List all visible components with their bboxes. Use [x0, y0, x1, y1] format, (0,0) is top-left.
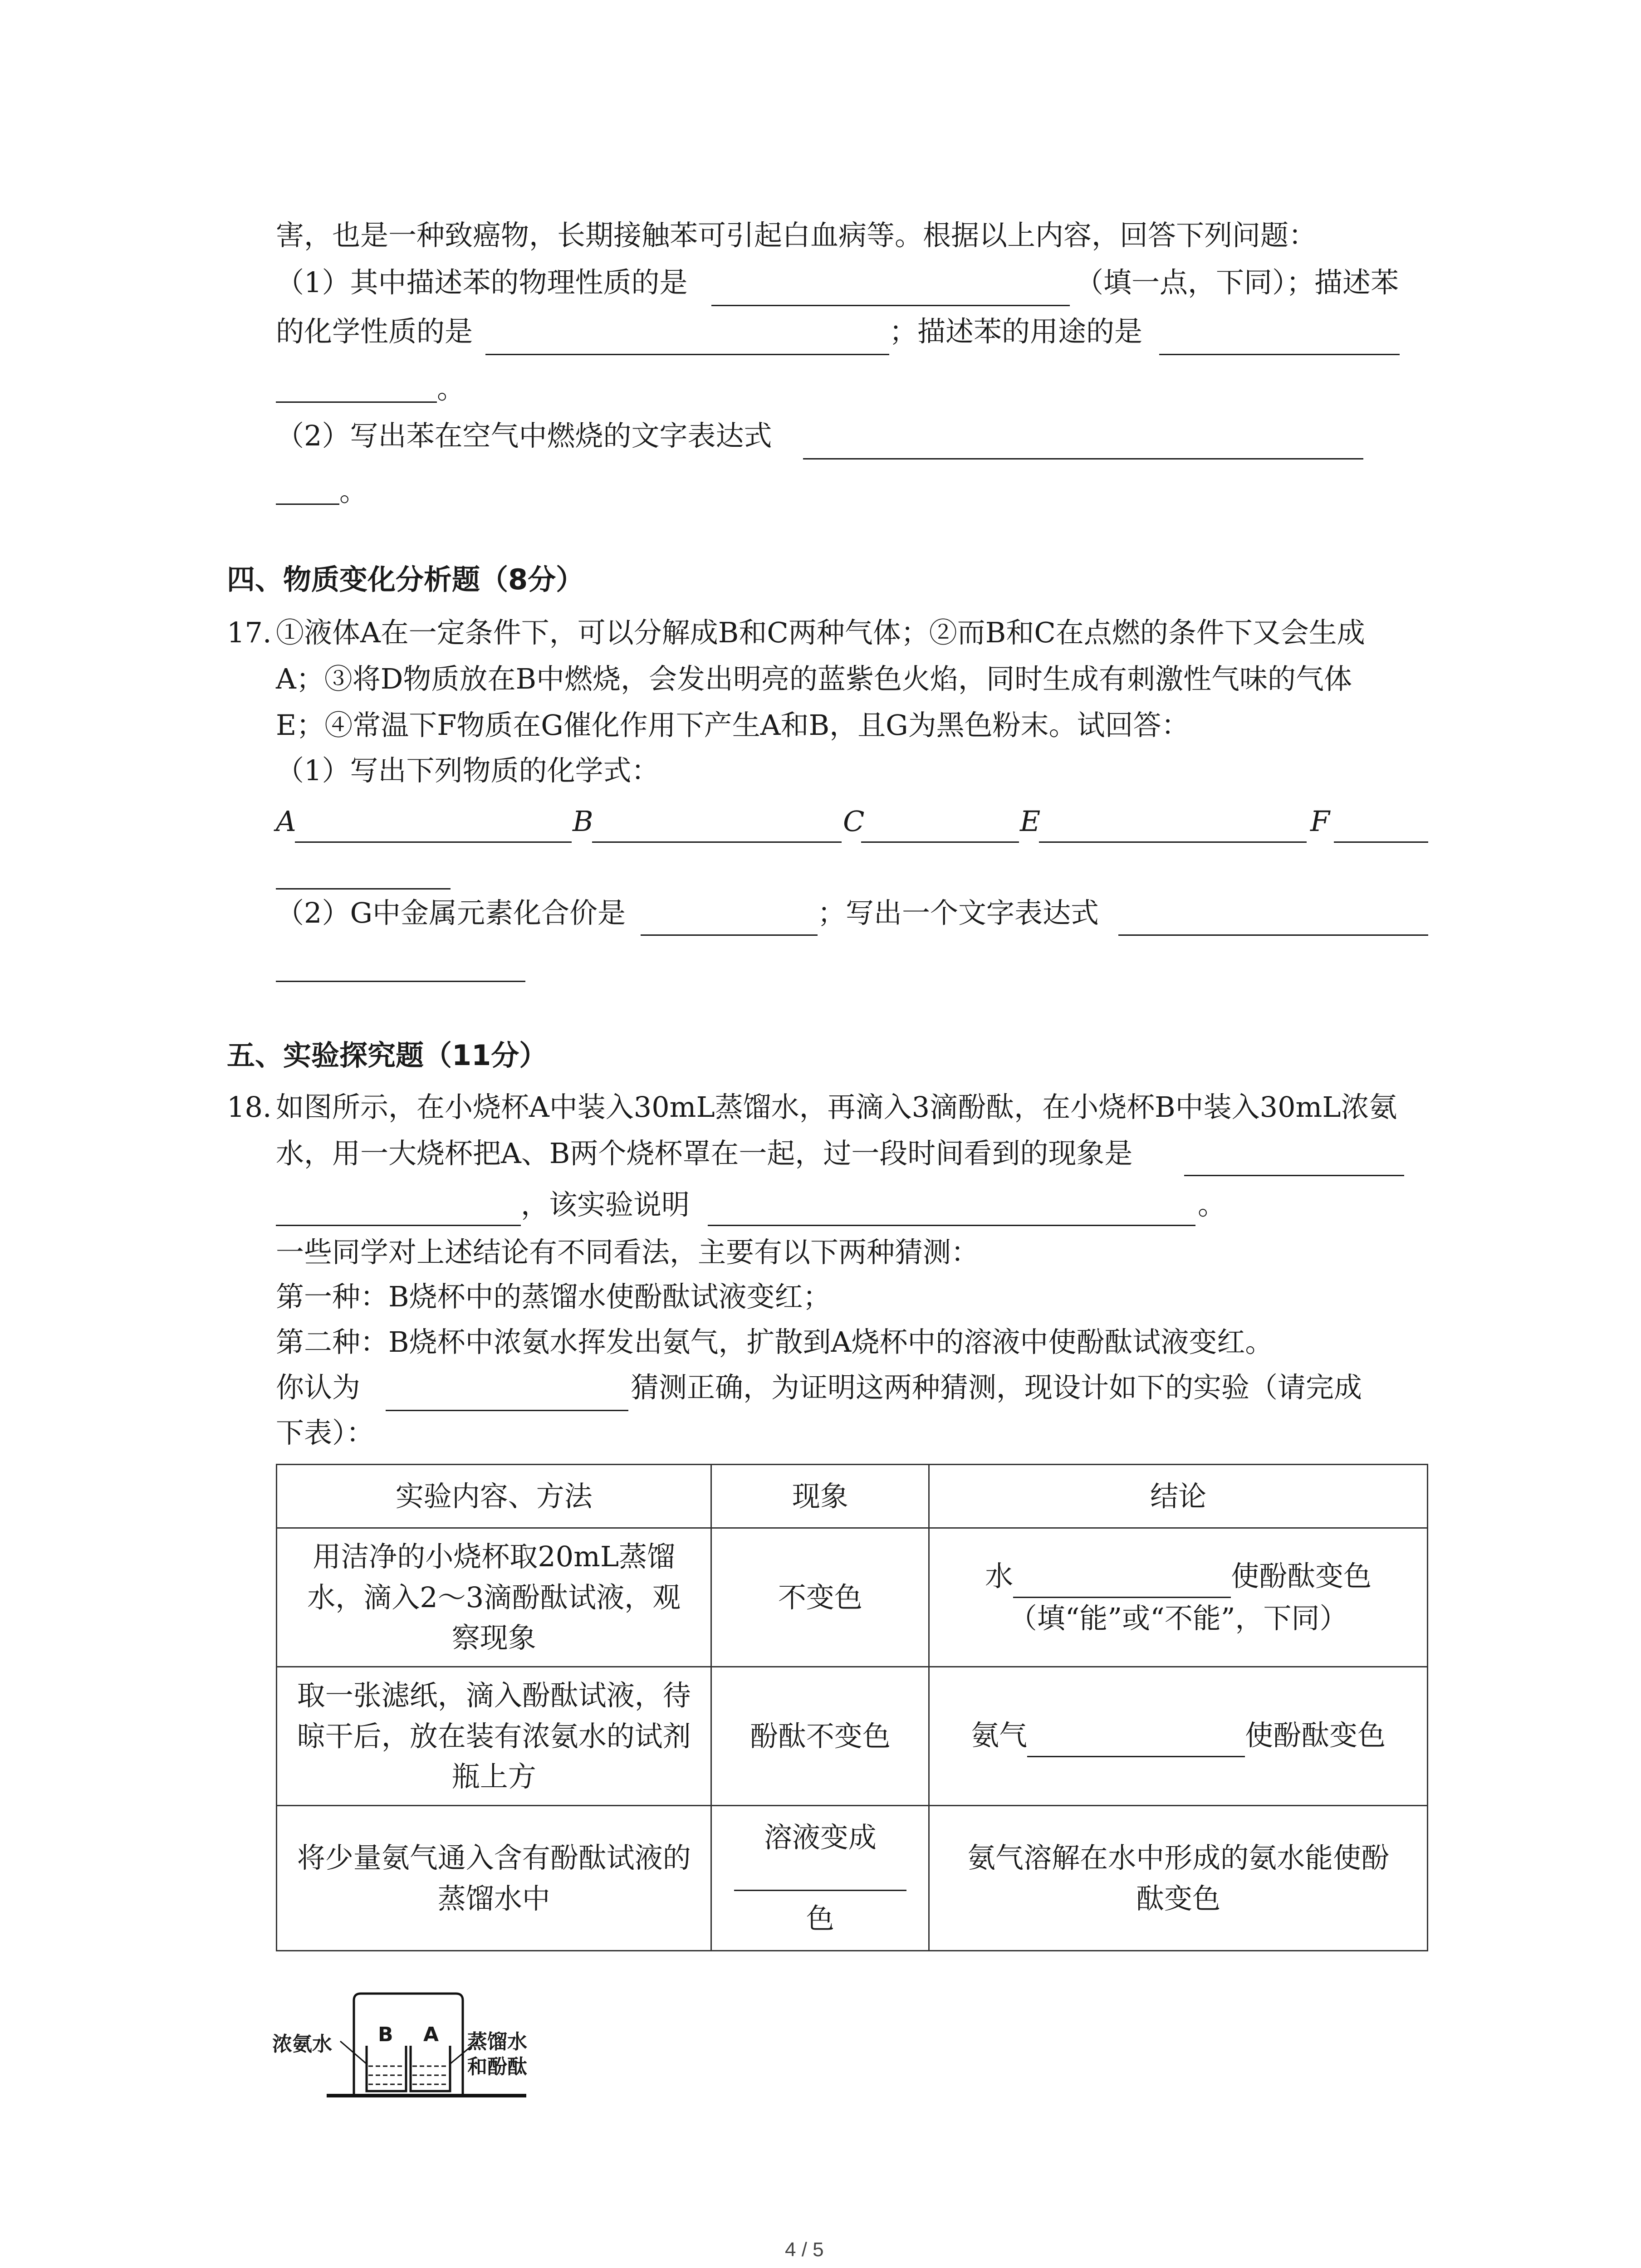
phenomenon-suffix: 色: [806, 1902, 834, 1936]
conclusion-note: （填“能”或“不能”，下同）: [1009, 1602, 1348, 1635]
q17-text-line: ①液体A在一定条件下，可以分解成B和C两种气体；②而B和C在点燃的条件下又会生成: [276, 616, 1365, 649]
answer-blank-use-continued[interactable]: [276, 401, 437, 403]
q18-text-line: 第二种：B烧杯中浓氨水挥发出氨气，扩散到A烧杯中的溶液中使酚酞试液变红。: [276, 1325, 1274, 1359]
section-heading-5: 五、实验探究题（11分）: [227, 1039, 548, 1072]
conclusion-prefix: 氨气: [971, 1719, 1028, 1752]
label-f: F: [1310, 805, 1330, 838]
answer-blank-use[interactable]: [1159, 354, 1400, 355]
q18-period: 。: [1198, 1188, 1226, 1221]
q18-text-line: 下表）：: [276, 1416, 375, 1449]
q18-text-line: 猜测正确，为证明这两种猜测，现设计如下的实验（请完成: [631, 1371, 1362, 1404]
answer-blank-color[interactable]: [734, 1858, 906, 1891]
q18-text-line: 第一种：B烧杯中的蒸馏水使酚酞试液变红；: [276, 1280, 831, 1313]
q18-text-line: 如图所示，在小烧杯A中装入30mL蒸馏水，再滴入3滴酚酞，在小烧杯B中装入30mL浓氨: [276, 1090, 1397, 1124]
answer-blank-valence[interactable]: [641, 934, 818, 936]
answer-blank-a[interactable]: [295, 841, 572, 843]
q16-part2-prompt: （2）写出苯在空气中燃烧的文字表达式: [276, 419, 772, 452]
q18-guess-prompt: 你认为: [276, 1371, 361, 1404]
table-cell-conclusion: 氨气溶解在水中形成的氨水能使酚酞变色: [929, 1806, 1428, 1951]
q16-part1-line2-prompt: 的化学性质的是: [276, 315, 473, 348]
answer-blank-combustion-continued[interactable]: [276, 503, 339, 505]
answer-blank-phenomenon[interactable]: [1184, 1175, 1404, 1176]
table-cell-method: 取一张滤纸，滴入酚酞试液，待晾干后，放在装有浓氨水的试剂瓶上方: [277, 1667, 711, 1806]
table-cell-method: 将少量氨气通入含有酚酞试液的蒸馏水中: [277, 1806, 711, 1951]
table-row: [277, 1667, 1428, 1806]
table-header-phenomenon: 现象: [711, 1465, 929, 1528]
table-cell-method: 用洁净的小烧杯取20mL蒸馏水，滴入2～3滴酚酞试液，观察现象: [277, 1528, 711, 1667]
table-row: [277, 1528, 1428, 1667]
beaker-figure: [272, 1982, 590, 2118]
figure-label-beaker-b: B: [378, 2023, 393, 2046]
figure-label-water-2: 和酚酞: [467, 2055, 527, 2078]
answer-blank-c[interactable]: [861, 841, 1019, 843]
conclusion-prefix: 水: [985, 1559, 1014, 1593]
q16-part1-prompt: （1）其中描述苯的物理性质的是: [276, 266, 688, 299]
question-number-17: 17.: [227, 616, 272, 649]
table-header-method: 实验内容、方法: [277, 1465, 711, 1528]
q16-part1-note: （填一点，下同）；描述苯: [1075, 266, 1399, 299]
experiment-table: [276, 1464, 1428, 1951]
question-number-18: 18.: [227, 1090, 272, 1124]
table-header-conclusion: 结论: [929, 1465, 1428, 1528]
phenomenon-prefix: 溶液变成: [764, 1820, 877, 1854]
answer-blank-correct-guess[interactable]: [386, 1410, 628, 1411]
answer-blank-expression[interactable]: [1118, 934, 1428, 936]
answer-blank-e[interactable]: [1039, 841, 1307, 843]
conclusion-suffix: 使酚酞变色: [1231, 1559, 1372, 1593]
q16-period-2: 。: [339, 474, 368, 508]
table-cell-conclusion: [929, 1528, 1428, 1667]
q16-period: 。: [437, 372, 465, 405]
table-cell-phenomenon: 不变色: [711, 1528, 929, 1667]
q17-part1-prompt: （1）写出下列物质的化学式：: [276, 754, 660, 787]
table-cell-phenomenon: 酚酞不变色: [711, 1667, 929, 1806]
answer-blank-f-continued[interactable]: [276, 888, 451, 890]
q17-text-line: E；④常温下F物质在G催化作用下产生A和B，且G为黑色粉末。试回答：: [276, 709, 1190, 742]
answer-blank-expression-continued[interactable]: [276, 981, 525, 982]
figure-label-water-1: 蒸馏水: [467, 2030, 527, 2053]
q18-text-line: 水，用一大烧杯把A、B两个烧杯罩在一起，过一段时间看到的现象是: [276, 1137, 1133, 1170]
q17-part2-expression-prompt: ；写出一个文字表达式: [818, 896, 1099, 929]
answer-blank-physical-property[interactable]: [711, 305, 1070, 306]
conclusion-suffix: 使酚酞变色: [1245, 1719, 1386, 1752]
label-e: E: [1020, 805, 1041, 838]
page-number: 4 / 5: [785, 2239, 824, 2261]
q18-explain-prompt: ，该实验说明: [521, 1188, 690, 1221]
table-cell-conclusion: [929, 1667, 1428, 1806]
figure-label-beaker-a: A: [423, 2023, 439, 2046]
q16-text-line: 害，也是一种致癌物，长期接触苯可引起白血病等。根据以上内容，回答下列问题：: [276, 219, 1317, 252]
answer-blank-combustion-expression[interactable]: [803, 458, 1363, 459]
q18-text-line: 一些同学对上述结论有不同看法，主要有以下两种猜测：: [276, 1236, 980, 1269]
label-a: A: [276, 805, 296, 838]
q17-part2-prompt: （2）G中金属元素化合价是: [276, 896, 626, 929]
section-heading-4: 四、物质变化分析题（8分）: [227, 563, 584, 596]
answer-blank-explanation[interactable]: [708, 1225, 1195, 1226]
q17-text-line: A；③将D物质放在B中燃烧，会发出明亮的蓝紫色火焰，同时生成有刺激性气味的气体: [276, 662, 1352, 695]
label-c: C: [843, 805, 865, 838]
label-b: B: [573, 805, 593, 838]
answer-blank-b[interactable]: [592, 841, 842, 843]
answer-blank-chemical-property[interactable]: [485, 354, 889, 355]
table-row: [277, 1806, 1428, 1951]
figure-label-ammonia: 浓氨水: [272, 2033, 332, 2056]
q16-part1-use-prompt: ；描述苯的用途的是: [889, 315, 1143, 348]
answer-blank-ammonia[interactable]: [1027, 1715, 1245, 1757]
answer-blank-f[interactable]: [1334, 841, 1428, 843]
answer-blank-water[interactable]: [1013, 1556, 1231, 1598]
answer-blank-phenomenon-continued[interactable]: [276, 1225, 521, 1226]
table-cell-phenomenon: [711, 1806, 929, 1951]
